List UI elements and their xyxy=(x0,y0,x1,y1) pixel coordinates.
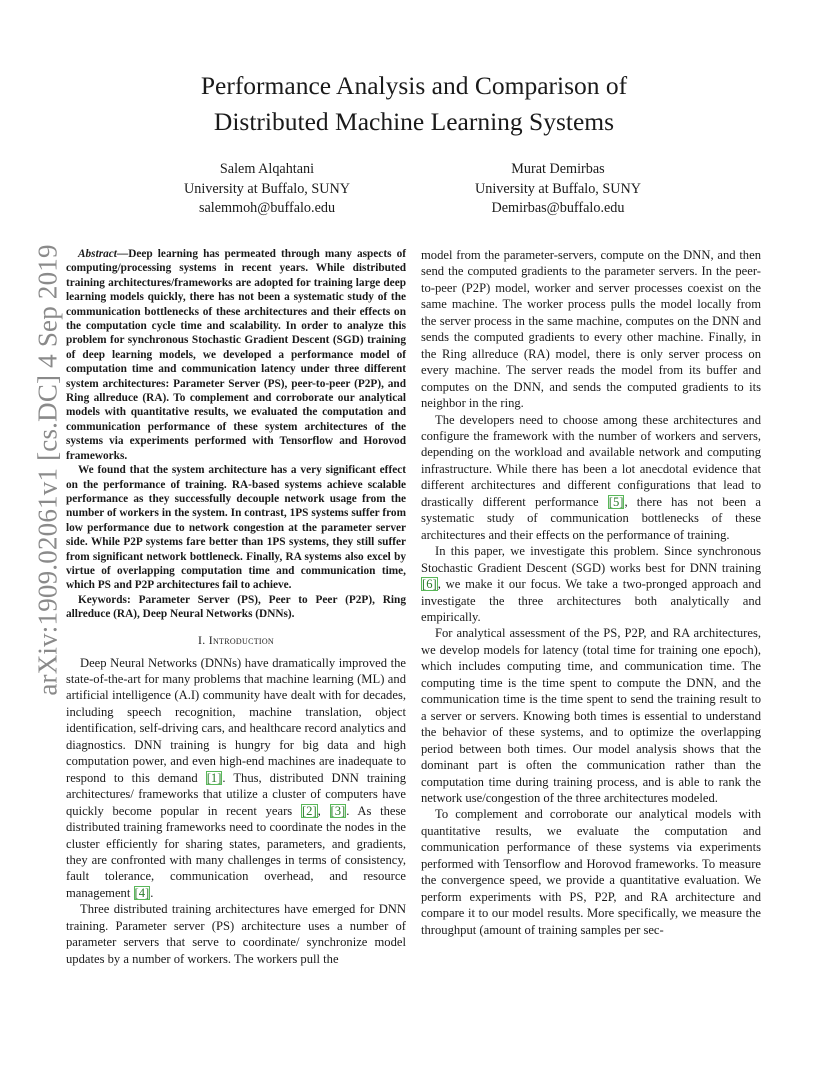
author-affiliation: University at Buffalo, SUNY xyxy=(474,180,642,197)
abstract-paragraph-1: —Deep learning has permeated through many aspects of computing/processing systems in recent years. While distributed training architectures/frameworks are adopted for training large deep learning models quickly, there has not been a systematic study of the communication bottlenecks of these architectures and their effects on the computation cycle time and scalability. In order to analyze this problem for synchronous Stochastic Gradient Descent (SGD) training of deep learning models, we developed a performance model of computation time and communication latency under three different system architectures: Parameter Server (PS), peer-to-peer (P2P), and Ring allreduce (RA). To complement and corroborate our analytical models with quantitative results, we evaluated the computation and communication performance of these system architectures of the systems via experiments performed with Tensorflow and Horovod frameworks. xyxy=(66,248,406,462)
author-email[interactable]: salemmoh@buffalo.edu xyxy=(198,200,336,216)
intro-paragraph-continued: model from the parameter-servers, compute on the DNN, and then send the computed gradients to the parameter servers. In the peer-to-peer (P2P) model, worker and server processes coexist on the same machine. The worker process pulls the model locally from the server process in the same machine, computes on the DNN and sends the computed gradients to every other machine. Finally, in the Ring allreduce (RA) model, there is only server process on every machine. The server reads the model from its buffer and computes on the DNN, and sends the computed gradients to its neighbor in the ring. xyxy=(421,248,761,411)
intro-paragraph-4: In this paper, we investigate this problem. Since synchronous Stochastic Gradient Descent (SGD) works best for DNN training [6], we make it our focus. We take a two-pronged approach and investigate the three architectures both analytically and empirically. xyxy=(421,544,761,624)
intro-paragraph-3: The developers need to choose among these architectures and configure the framework with the number of workers and servers, depending on the workload and available network and computing infrastructure. While there has been a lot anecdotal evidence that different architectures and different configurations that lead to drastically different performance [5], there has not been a systematic study of communication bottlenecks of these architectures and their effects on the performance of training. xyxy=(421,412,761,542)
intro-right-body xyxy=(421,247,761,938)
author-name: Murat Demirbas xyxy=(511,161,605,177)
abstract-paragraph-2: We found that the system architecture has a very significant effect on the performance of training. RA-based systems achieve scalable performance as they successfully decouple network usage from the number of workers in the system. In contrast, 1PS systems suffer from low performance due to network congestion at the parameter server side. While P2P systems fare better than 1PS systems, they still suffer from significant network bottleneck. Finally, RA systems also excel by virtue of overlapping computation time and communication time, which PS and P2P architectures fail to achieve. xyxy=(66,464,406,592)
abstract xyxy=(66,247,406,593)
author-name: Salem Alqahtani xyxy=(219,161,315,177)
citation-link[interactable]: [3] xyxy=(330,803,346,818)
citation-link[interactable]: [4] xyxy=(134,885,150,900)
author-affiliation: University at Buffalo, SUNY xyxy=(183,180,351,197)
author-email[interactable]: Demirbas@buffalo.edu xyxy=(491,200,625,216)
intro-paragraph-1: Deep Neural Networks (DNNs) have dramatically improved the state-of-the-art for many problems that machine learning (ML) and artificial intelligence (A.I) community have dealt with for decades, including speech recognition, machine translation, object identification, self-driving cars, and healthcare record analytics and diagnostics. DNN training is hungry for big data and high computation power, and even high-end machines are inadequate to respond to this demand [1]. Thus, distributed DNN training architectures/ frameworks that utilize a cluster of computers have quickly become popular in recent years [2], [3]. As these distributed training frameworks need to coordinate the nodes in the cluster efficiently for sharing states, parameters, and gradients, they are confronted with many challenges in terms of consistency, fault tolerance, communication overhead, and resource management [4]. xyxy=(66,655,407,900)
paper-title xyxy=(0,68,828,140)
author-block-2 xyxy=(408,160,708,219)
author-block-1 xyxy=(117,160,417,219)
intro-paragraph-6: To complement and corroborate our analytical models with quantitative results, we evaluate the computation and communication performance of these systems via experiments performed with Tensorflow and Horovod frameworks. To measure the convergence speed, we provide a quantitative evaluation. We perform experiments with PS, P2P, and RA architecture and compare it to our model results. More specifically, we measure the throughput (amount of training samples per sec- xyxy=(421,807,761,937)
title-line-2: Distributed Machine Learning Systems xyxy=(213,107,615,136)
title-line-1: Performance Analysis and Comparison of xyxy=(200,71,628,100)
citation-link[interactable]: [2] xyxy=(301,803,317,818)
intro-paragraph-5: For analytical assessment of the PS, P2P, and RA architectures, we develop models for latency (total time for training one epoch), which includes computing time, and communication time. The computing time is the time spent to compute the DNN, and the communication time is the time spent to send the training result to a server or servers. Knowing both times is essential to understand the behavior of these systems, and to optimize the overlapping period between both times. Our model analysis shows that the dominant part is often the communication rather than the computation time during training process, and is able to rank the network use/congestion of the three architectures modeled. xyxy=(421,626,761,805)
citation-link[interactable]: [5] xyxy=(608,494,624,509)
keywords: Keywords: Parameter Server (PS), Peer to Peer (P2P), Ring allreduce (RA), Deep Neural Networks (DNNs). xyxy=(66,593,406,621)
abstract-label: Abstract xyxy=(78,248,117,260)
intro-left-body xyxy=(66,655,406,968)
section-heading: I. Introduction xyxy=(197,632,275,647)
intro-paragraph-2: Three distributed training architectures have emerged for DNN training. Parameter server (PS) architecture uses a number of parameter servers that serve to coordinate/ synchronize model updates by a number of workers. The workers pull the xyxy=(66,902,406,966)
right-column xyxy=(421,247,761,938)
arxiv-stamp: arXiv:1909.02061v1 [cs.DC] 4 Sep 2019 xyxy=(32,244,63,696)
citation-link[interactable]: [1] xyxy=(206,770,222,785)
left-column xyxy=(66,247,406,967)
citation-link[interactable]: [6] xyxy=(422,577,437,592)
